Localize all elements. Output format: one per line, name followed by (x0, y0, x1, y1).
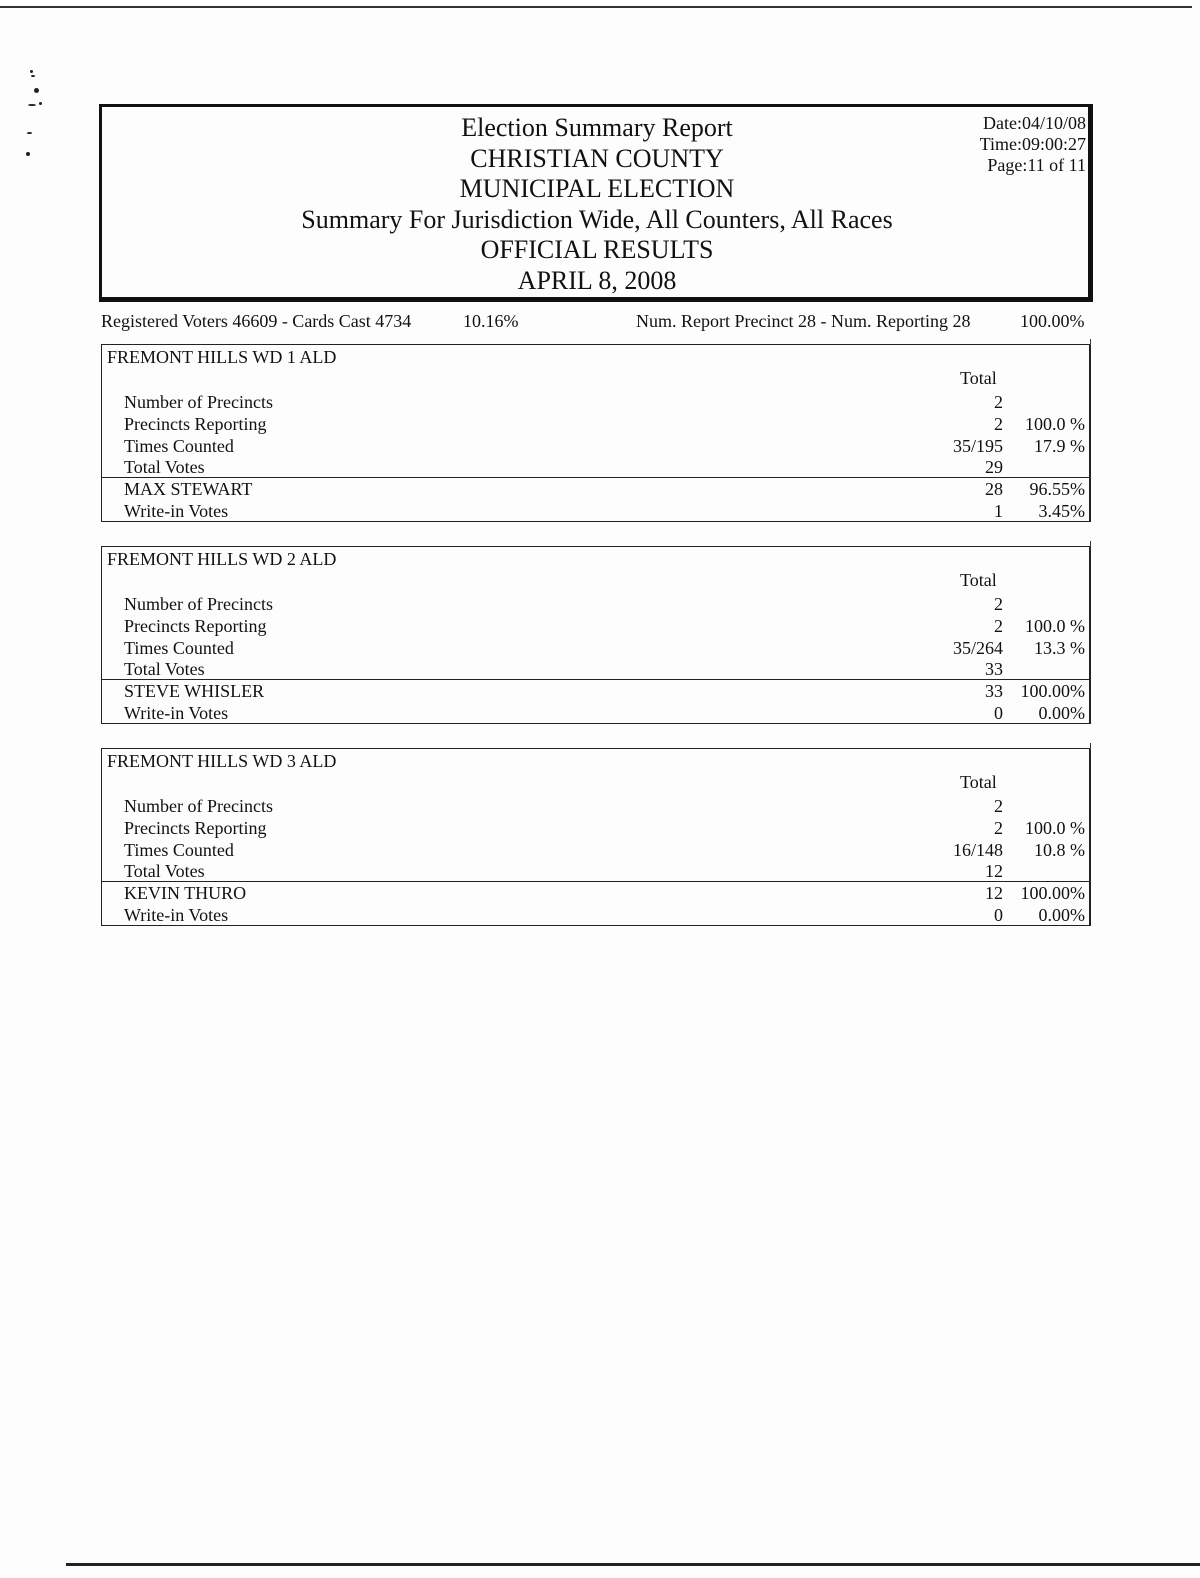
stat-row (102, 817, 1089, 839)
candidate-name: MAX STEWART (124, 479, 253, 499)
candidate-name: KEVIN THURO (124, 883, 247, 903)
race-box (101, 344, 1091, 522)
scan-bottom-edge (66, 1563, 1200, 1566)
stat-row (102, 435, 1089, 457)
total-column-header: Total (960, 570, 997, 590)
stat-value: 12 (985, 861, 1003, 881)
results-status: OFFICIAL RESULTS (480, 235, 714, 264)
stat-percent: 17.9 % (1034, 436, 1085, 456)
candidate-votes: 33 (985, 681, 1003, 701)
race-title: FREMONT HILLS WD 1 ALD (107, 347, 337, 367)
race-title: FREMONT HILLS WD 3 ALD (107, 751, 337, 771)
candidate-votes: 0 (994, 905, 1003, 925)
stat-row (102, 795, 1089, 817)
stat-label: Times Counted (124, 840, 234, 860)
candidate-percent: 0.00% (1038, 905, 1085, 925)
race-title: FREMONT HILLS WD 2 ALD (107, 549, 337, 569)
stat-row (102, 593, 1089, 615)
stat-label: Total Votes (124, 457, 205, 477)
scan-top-edge (0, 6, 1192, 8)
stat-value: 2 (994, 392, 1003, 412)
report-date: Date:04/10/08 (983, 113, 1086, 133)
stat-value: 2 (994, 818, 1003, 838)
candidate-name: Write-in Votes (124, 501, 229, 521)
report-time: Time:09:00:27 (979, 134, 1086, 154)
race-box (101, 748, 1091, 926)
stat-percent: 100.0 % (1025, 616, 1085, 636)
stat-label: Times Counted (124, 436, 234, 456)
stat-label: Precincts Reporting (124, 818, 267, 838)
candidate-votes: 1 (994, 501, 1003, 521)
total-column-header: Total (960, 772, 997, 792)
stat-row (102, 615, 1089, 637)
precinct-reporting-percent: 100.00% (1020, 311, 1085, 331)
stat-row (102, 413, 1089, 435)
stat-value: 35/264 (952, 638, 1003, 658)
stat-label: Number of Precincts (124, 392, 273, 412)
report-title: Election Summary Report (461, 113, 733, 142)
candidate-percent: 100.00% (1020, 883, 1085, 903)
stat-label: Total Votes (124, 861, 205, 881)
stat-value: 2 (994, 594, 1003, 614)
stat-label: Precincts Reporting (124, 616, 267, 636)
candidate-row (102, 680, 1089, 702)
scan-specks (24, 66, 48, 166)
candidate-row (102, 702, 1089, 724)
candidate-name: STEVE WHISLER (124, 681, 265, 701)
stat-label: Total Votes (124, 659, 205, 679)
county-name: CHRISTIAN COUNTY (470, 143, 724, 173)
stat-row (102, 637, 1089, 659)
stat-row (102, 658, 1089, 680)
election-date: APRIL 8, 2008 (517, 265, 677, 295)
candidate-votes: 28 (985, 479, 1003, 499)
election-type: MUNICIPAL ELECTION (459, 174, 735, 203)
candidate-row (102, 904, 1089, 926)
candidate-percent: 100.00% (1020, 681, 1085, 701)
stat-value: 2 (994, 796, 1003, 816)
report-header (99, 104, 1093, 302)
stat-row (102, 860, 1089, 882)
stat-value: 2 (994, 616, 1003, 636)
total-column-header: Total (960, 368, 997, 388)
candidate-row (102, 500, 1089, 522)
stat-percent: 100.0 % (1025, 414, 1085, 434)
race-box (101, 546, 1091, 724)
report-meta (980, 113, 1086, 176)
stat-label: Number of Precincts (124, 796, 273, 816)
candidate-percent: 0.00% (1038, 703, 1085, 723)
stat-percent: 13.3 % (1034, 638, 1085, 658)
candidate-row (102, 882, 1089, 904)
candidate-row (102, 478, 1089, 500)
stat-value: 2 (994, 414, 1003, 434)
candidate-percent: 3.45% (1038, 501, 1085, 521)
registered-voters: Registered Voters 46609 - Cards Cast 4734 (101, 311, 412, 331)
precinct-reporting: Num. Report Precinct 28 - Num. Reporting 28 (636, 311, 971, 331)
stat-percent: 10.8 % (1034, 840, 1085, 860)
stat-value: 16/148 (952, 840, 1003, 860)
stat-row (102, 839, 1089, 861)
candidate-votes: 0 (994, 703, 1003, 723)
turnout-percent: 10.16% (463, 311, 519, 331)
candidate-name: Write-in Votes (124, 905, 229, 925)
stat-label: Precincts Reporting (124, 414, 267, 434)
stat-value: 35/195 (952, 436, 1003, 456)
summary-scope: Summary For Jurisdiction Wide, All Counters, All Races (301, 204, 893, 234)
stat-label: Number of Precincts (124, 594, 273, 614)
candidate-votes: 12 (985, 883, 1003, 903)
stat-label: Times Counted (124, 638, 234, 658)
stat-row (102, 391, 1089, 413)
candidate-percent: 96.55% (1029, 479, 1085, 499)
stat-value: 29 (985, 457, 1003, 477)
stat-percent: 100.0 % (1025, 818, 1085, 838)
stat-value: 33 (985, 659, 1003, 679)
candidate-name: Write-in Votes (124, 703, 229, 723)
report-title-block (102, 113, 1092, 296)
report-page: Page:11 of 11 (987, 155, 1086, 175)
stat-row (102, 456, 1089, 478)
